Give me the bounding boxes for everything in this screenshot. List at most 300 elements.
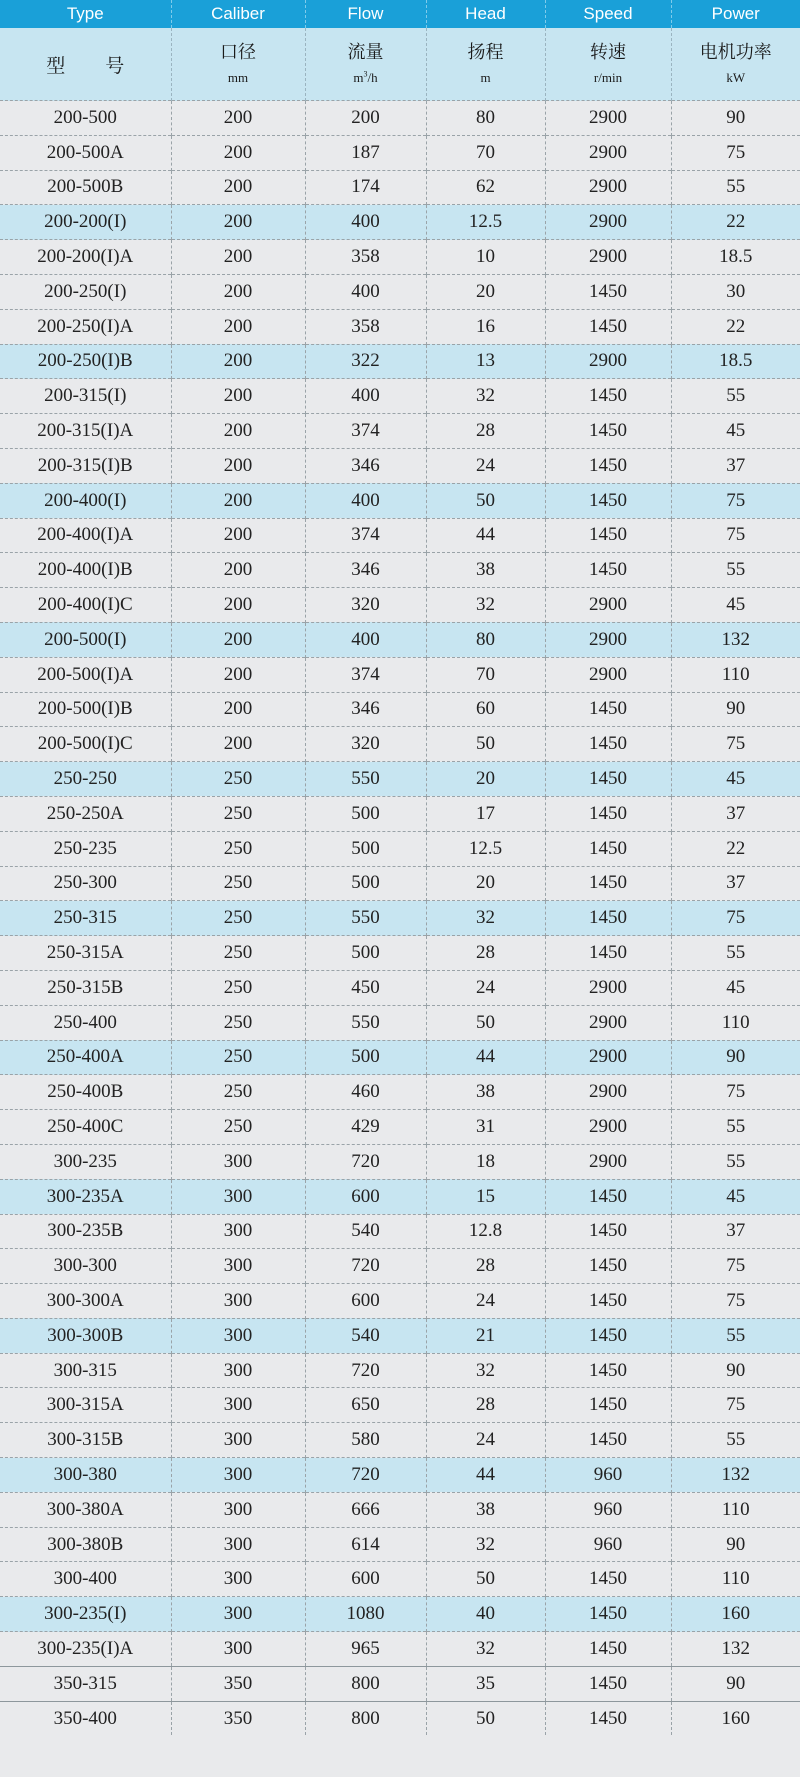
table-row bbox=[0, 1562, 800, 1597]
cell-type: 300-300 bbox=[0, 1249, 171, 1284]
cell-head: 31 bbox=[426, 1110, 545, 1145]
cell-caliber: 300 bbox=[171, 1388, 305, 1423]
table-row bbox=[0, 309, 800, 344]
cell-type: 250-250 bbox=[0, 762, 171, 797]
cell-flow: 429 bbox=[305, 1110, 426, 1145]
table-row bbox=[0, 1492, 800, 1527]
cell-head: 50 bbox=[426, 1562, 545, 1597]
table-row bbox=[0, 692, 800, 727]
cell-head: 70 bbox=[426, 135, 545, 170]
cell-power: 110 bbox=[671, 657, 800, 692]
cell-caliber: 250 bbox=[171, 1110, 305, 1145]
cell-speed: 1450 bbox=[545, 762, 671, 797]
cell-flow: 600 bbox=[305, 1284, 426, 1319]
table-row bbox=[0, 414, 800, 449]
cell-speed: 2900 bbox=[545, 170, 671, 205]
table-row bbox=[0, 518, 800, 553]
table-row bbox=[0, 1701, 800, 1735]
cell-caliber: 300 bbox=[171, 1284, 305, 1319]
cell-power: 55 bbox=[671, 170, 800, 205]
table-row bbox=[0, 866, 800, 901]
cell-caliber: 200 bbox=[171, 727, 305, 762]
cell-type: 200-315(I)A bbox=[0, 414, 171, 449]
cell-head: 62 bbox=[426, 170, 545, 205]
cell-speed: 2900 bbox=[545, 1040, 671, 1075]
cell-flow: 322 bbox=[305, 344, 426, 379]
cell-speed: 960 bbox=[545, 1527, 671, 1562]
flow-unit-sup: 3 bbox=[363, 69, 368, 79]
cell-head: 28 bbox=[426, 1388, 545, 1423]
cell-head: 20 bbox=[426, 866, 545, 901]
cell-power: 132 bbox=[671, 1632, 800, 1667]
cell-flow: 320 bbox=[305, 727, 426, 762]
cell-head: 12.5 bbox=[426, 831, 545, 866]
cell-caliber: 300 bbox=[171, 1144, 305, 1179]
cell-power: 45 bbox=[671, 970, 800, 1005]
cell-head: 60 bbox=[426, 692, 545, 727]
cell-speed: 1450 bbox=[545, 274, 671, 309]
cell-caliber: 250 bbox=[171, 866, 305, 901]
cell-speed: 2900 bbox=[545, 622, 671, 657]
header-cn-flow-label: 流量 bbox=[347, 42, 384, 63]
cell-head: 13 bbox=[426, 344, 545, 379]
cell-flow: 550 bbox=[305, 901, 426, 936]
cell-caliber: 200 bbox=[171, 692, 305, 727]
header-cn-speed bbox=[545, 28, 671, 101]
header-speed: Speed bbox=[545, 0, 671, 28]
cell-flow: 400 bbox=[305, 274, 426, 309]
cell-power: 75 bbox=[671, 727, 800, 762]
header-cn-power bbox=[671, 28, 800, 101]
header-cn-flow bbox=[305, 28, 426, 101]
cell-type: 200-250(I)B bbox=[0, 344, 171, 379]
cell-type: 300-300A bbox=[0, 1284, 171, 1319]
cell-flow: 580 bbox=[305, 1423, 426, 1458]
cell-caliber: 300 bbox=[171, 1597, 305, 1632]
table-row bbox=[0, 1388, 800, 1423]
table-row bbox=[0, 1423, 800, 1458]
header-cn-head bbox=[426, 28, 545, 101]
cell-flow: 346 bbox=[305, 553, 426, 588]
cell-speed: 1450 bbox=[545, 1388, 671, 1423]
header-cn-speed-label: 转速 bbox=[590, 42, 626, 63]
cell-power: 75 bbox=[671, 135, 800, 170]
cell-caliber: 200 bbox=[171, 344, 305, 379]
table-row bbox=[0, 1005, 800, 1040]
cell-power: 45 bbox=[671, 414, 800, 449]
header-type: Type bbox=[0, 0, 171, 28]
cell-head: 50 bbox=[426, 727, 545, 762]
cell-type: 200-200(I) bbox=[0, 205, 171, 240]
cell-head: 32 bbox=[426, 1632, 545, 1667]
cell-speed: 1450 bbox=[545, 796, 671, 831]
cell-speed: 1450 bbox=[545, 1249, 671, 1284]
table-row bbox=[0, 762, 800, 797]
cell-power: 55 bbox=[671, 1318, 800, 1353]
cell-power: 45 bbox=[671, 1179, 800, 1214]
cell-caliber: 300 bbox=[171, 1249, 305, 1284]
cell-speed: 1450 bbox=[545, 1284, 671, 1319]
cell-flow: 720 bbox=[305, 1353, 426, 1388]
cell-head: 32 bbox=[426, 1527, 545, 1562]
cell-head: 21 bbox=[426, 1318, 545, 1353]
cell-power: 110 bbox=[671, 1492, 800, 1527]
cell-power: 90 bbox=[671, 1040, 800, 1075]
cell-head: 50 bbox=[426, 1701, 545, 1735]
cell-speed: 1450 bbox=[545, 553, 671, 588]
cell-power: 160 bbox=[671, 1597, 800, 1632]
table-row bbox=[0, 483, 800, 518]
cell-head: 32 bbox=[426, 588, 545, 623]
cell-type: 250-400C bbox=[0, 1110, 171, 1145]
table-row bbox=[0, 901, 800, 936]
header-cn-type bbox=[0, 28, 171, 101]
cell-power: 75 bbox=[671, 1075, 800, 1110]
cell-type: 200-400(I) bbox=[0, 483, 171, 518]
cell-caliber: 200 bbox=[171, 274, 305, 309]
cell-type: 300-300B bbox=[0, 1318, 171, 1353]
table-row bbox=[0, 1144, 800, 1179]
cell-caliber: 300 bbox=[171, 1179, 305, 1214]
cell-type: 200-400(I)B bbox=[0, 553, 171, 588]
cell-flow: 540 bbox=[305, 1214, 426, 1249]
cell-caliber: 200 bbox=[171, 588, 305, 623]
cell-head: 38 bbox=[426, 553, 545, 588]
cell-head: 70 bbox=[426, 657, 545, 692]
cell-power: 90 bbox=[671, 692, 800, 727]
cell-speed: 2900 bbox=[545, 588, 671, 623]
cell-power: 37 bbox=[671, 796, 800, 831]
header-cn-power-unit: kW bbox=[726, 70, 746, 85]
table-row bbox=[0, 1597, 800, 1632]
cell-speed: 2900 bbox=[545, 1110, 671, 1145]
cell-flow: 600 bbox=[305, 1562, 426, 1597]
cell-type: 200-500(I)C bbox=[0, 727, 171, 762]
cell-flow: 174 bbox=[305, 170, 426, 205]
cell-power: 90 bbox=[671, 101, 800, 136]
cell-speed: 1450 bbox=[545, 727, 671, 762]
cell-caliber: 250 bbox=[171, 936, 305, 971]
cell-speed: 2900 bbox=[545, 135, 671, 170]
cell-caliber: 300 bbox=[171, 1527, 305, 1562]
cell-head: 10 bbox=[426, 240, 545, 275]
table-row bbox=[0, 936, 800, 971]
cell-flow: 450 bbox=[305, 970, 426, 1005]
table-row bbox=[0, 1110, 800, 1145]
cell-type: 250-250A bbox=[0, 796, 171, 831]
cell-power: 18.5 bbox=[671, 240, 800, 275]
cell-speed: 1450 bbox=[545, 518, 671, 553]
cell-speed: 1450 bbox=[545, 414, 671, 449]
cell-head: 38 bbox=[426, 1492, 545, 1527]
cell-speed: 1450 bbox=[545, 448, 671, 483]
cell-type: 250-315B bbox=[0, 970, 171, 1005]
table-row bbox=[0, 1179, 800, 1214]
cell-caliber: 200 bbox=[171, 553, 305, 588]
table-row bbox=[0, 1214, 800, 1249]
cell-power: 160 bbox=[671, 1701, 800, 1735]
cell-caliber: 300 bbox=[171, 1632, 305, 1667]
table-row bbox=[0, 379, 800, 414]
cell-speed: 1450 bbox=[545, 483, 671, 518]
table-row bbox=[0, 344, 800, 379]
cell-flow: 500 bbox=[305, 866, 426, 901]
cell-power: 22 bbox=[671, 831, 800, 866]
cell-caliber: 300 bbox=[171, 1353, 305, 1388]
cell-caliber: 250 bbox=[171, 1005, 305, 1040]
cell-speed: 2900 bbox=[545, 344, 671, 379]
cell-caliber: 200 bbox=[171, 414, 305, 449]
table-body bbox=[0, 101, 800, 1736]
cell-type: 300-235 bbox=[0, 1144, 171, 1179]
header-cn-flow-unit bbox=[306, 70, 426, 86]
cell-flow: 400 bbox=[305, 622, 426, 657]
cell-flow: 614 bbox=[305, 1527, 426, 1562]
cell-type: 200-400(I)C bbox=[0, 588, 171, 623]
cell-power: 75 bbox=[671, 518, 800, 553]
cell-power: 90 bbox=[671, 1527, 800, 1562]
cell-power: 30 bbox=[671, 274, 800, 309]
header-cn-head-unit: m bbox=[480, 70, 491, 85]
cell-head: 16 bbox=[426, 309, 545, 344]
cell-flow: 550 bbox=[305, 762, 426, 797]
cell-power: 75 bbox=[671, 1284, 800, 1319]
cell-caliber: 200 bbox=[171, 448, 305, 483]
cell-speed: 2900 bbox=[545, 205, 671, 240]
cell-speed: 960 bbox=[545, 1458, 671, 1493]
cell-caliber: 200 bbox=[171, 379, 305, 414]
cell-type: 300-235B bbox=[0, 1214, 171, 1249]
table-row bbox=[0, 170, 800, 205]
cell-speed: 1450 bbox=[545, 1318, 671, 1353]
cell-speed: 1450 bbox=[545, 831, 671, 866]
table-row bbox=[0, 588, 800, 623]
cell-type: 200-250(I)A bbox=[0, 309, 171, 344]
cell-power: 37 bbox=[671, 448, 800, 483]
cell-head: 40 bbox=[426, 1597, 545, 1632]
header-row-english bbox=[0, 0, 800, 28]
cell-type: 300-380A bbox=[0, 1492, 171, 1527]
cell-type: 300-315 bbox=[0, 1353, 171, 1388]
cell-type: 200-500B bbox=[0, 170, 171, 205]
table-row bbox=[0, 1040, 800, 1075]
cell-flow: 800 bbox=[305, 1666, 426, 1701]
table-row bbox=[0, 1666, 800, 1701]
cell-speed: 2900 bbox=[545, 1005, 671, 1040]
cell-head: 80 bbox=[426, 622, 545, 657]
cell-head: 38 bbox=[426, 1075, 545, 1110]
cell-caliber: 250 bbox=[171, 1040, 305, 1075]
cell-power: 22 bbox=[671, 205, 800, 240]
cell-flow: 965 bbox=[305, 1632, 426, 1667]
cell-head: 50 bbox=[426, 1005, 545, 1040]
cell-caliber: 200 bbox=[171, 101, 305, 136]
cell-type: 300-235(I) bbox=[0, 1597, 171, 1632]
cell-speed: 2900 bbox=[545, 240, 671, 275]
cell-flow: 374 bbox=[305, 657, 426, 692]
cell-speed: 1450 bbox=[545, 1423, 671, 1458]
cell-power: 75 bbox=[671, 483, 800, 518]
cell-power: 75 bbox=[671, 1388, 800, 1423]
cell-type: 200-500(I) bbox=[0, 622, 171, 657]
table-row bbox=[0, 1458, 800, 1493]
cell-flow: 374 bbox=[305, 414, 426, 449]
cell-head: 24 bbox=[426, 1423, 545, 1458]
table-row bbox=[0, 796, 800, 831]
cell-speed: 1450 bbox=[545, 901, 671, 936]
cell-caliber: 300 bbox=[171, 1423, 305, 1458]
cell-head: 35 bbox=[426, 1666, 545, 1701]
cell-speed: 1450 bbox=[545, 1701, 671, 1735]
cell-caliber: 200 bbox=[171, 622, 305, 657]
cell-speed: 1450 bbox=[545, 1666, 671, 1701]
table-row bbox=[0, 448, 800, 483]
header-cn-caliber bbox=[171, 28, 305, 101]
cell-flow: 400 bbox=[305, 205, 426, 240]
cell-flow: 500 bbox=[305, 796, 426, 831]
cell-type: 250-315A bbox=[0, 936, 171, 971]
cell-power: 37 bbox=[671, 866, 800, 901]
header-cn-caliber-unit: mm bbox=[227, 70, 249, 85]
cell-power: 75 bbox=[671, 901, 800, 936]
cell-head: 32 bbox=[426, 901, 545, 936]
cell-flow: 500 bbox=[305, 831, 426, 866]
cell-power: 55 bbox=[671, 1144, 800, 1179]
cell-caliber: 200 bbox=[171, 205, 305, 240]
cell-flow: 460 bbox=[305, 1075, 426, 1110]
header-head: Head bbox=[426, 0, 545, 28]
cell-head: 24 bbox=[426, 448, 545, 483]
cell-caliber: 250 bbox=[171, 970, 305, 1005]
header-cn-caliber-label: 口径 bbox=[220, 42, 256, 63]
cell-power: 55 bbox=[671, 379, 800, 414]
table-row bbox=[0, 1318, 800, 1353]
cell-head: 24 bbox=[426, 1284, 545, 1319]
cell-speed: 1450 bbox=[545, 1562, 671, 1597]
header-cn-speed-unit: r/min bbox=[593, 70, 623, 85]
cell-flow: 374 bbox=[305, 518, 426, 553]
cell-caliber: 300 bbox=[171, 1318, 305, 1353]
cell-caliber: 200 bbox=[171, 240, 305, 275]
cell-type: 300-235(I)A bbox=[0, 1632, 171, 1667]
table-row bbox=[0, 1353, 800, 1388]
cell-flow: 540 bbox=[305, 1318, 426, 1353]
cell-speed: 1450 bbox=[545, 379, 671, 414]
cell-speed: 1450 bbox=[545, 1179, 671, 1214]
cell-caliber: 200 bbox=[171, 518, 305, 553]
header-cn-type-label: 型号 bbox=[46, 54, 165, 77]
cell-type: 200-400(I)A bbox=[0, 518, 171, 553]
cell-type: 250-235 bbox=[0, 831, 171, 866]
header-flow: Flow bbox=[305, 0, 426, 28]
cell-type: 300-315B bbox=[0, 1423, 171, 1458]
cell-caliber: 200 bbox=[171, 657, 305, 692]
cell-caliber: 250 bbox=[171, 762, 305, 797]
table-row bbox=[0, 101, 800, 136]
cell-head: 50 bbox=[426, 483, 545, 518]
cell-power: 110 bbox=[671, 1562, 800, 1597]
flow-unit-rest: /h bbox=[367, 70, 378, 85]
cell-type: 200-500 bbox=[0, 101, 171, 136]
cell-power: 37 bbox=[671, 1214, 800, 1249]
cell-caliber: 200 bbox=[171, 309, 305, 344]
cell-type: 200-200(I)A bbox=[0, 240, 171, 275]
cell-speed: 2900 bbox=[545, 970, 671, 1005]
cell-type: 250-400B bbox=[0, 1075, 171, 1110]
table-row bbox=[0, 622, 800, 657]
cell-type: 350-400 bbox=[0, 1701, 171, 1735]
cell-power: 55 bbox=[671, 1110, 800, 1145]
cell-flow: 346 bbox=[305, 692, 426, 727]
cell-power: 55 bbox=[671, 553, 800, 588]
cell-caliber: 350 bbox=[171, 1666, 305, 1701]
cell-caliber: 300 bbox=[171, 1214, 305, 1249]
cell-head: 15 bbox=[426, 1179, 545, 1214]
cell-head: 32 bbox=[426, 1353, 545, 1388]
cell-flow: 720 bbox=[305, 1458, 426, 1493]
header-cn-head-label: 扬程 bbox=[467, 42, 504, 63]
cell-type: 350-315 bbox=[0, 1666, 171, 1701]
cell-caliber: 250 bbox=[171, 901, 305, 936]
cell-flow: 600 bbox=[305, 1179, 426, 1214]
cell-speed: 1450 bbox=[545, 1632, 671, 1667]
cell-caliber: 300 bbox=[171, 1562, 305, 1597]
cell-flow: 650 bbox=[305, 1388, 426, 1423]
cell-head: 17 bbox=[426, 796, 545, 831]
cell-flow: 550 bbox=[305, 1005, 426, 1040]
header-row-chinese bbox=[0, 28, 800, 101]
cell-head: 32 bbox=[426, 379, 545, 414]
cell-flow: 800 bbox=[305, 1701, 426, 1735]
cell-caliber: 250 bbox=[171, 831, 305, 866]
table-row bbox=[0, 135, 800, 170]
cell-power: 132 bbox=[671, 1458, 800, 1493]
cell-speed: 1450 bbox=[545, 1353, 671, 1388]
cell-flow: 720 bbox=[305, 1249, 426, 1284]
cell-head: 44 bbox=[426, 1458, 545, 1493]
table-row bbox=[0, 205, 800, 240]
cell-head: 44 bbox=[426, 518, 545, 553]
header-caliber: Caliber bbox=[171, 0, 305, 28]
cell-type: 250-400 bbox=[0, 1005, 171, 1040]
cell-flow: 200 bbox=[305, 101, 426, 136]
cell-type: 250-300 bbox=[0, 866, 171, 901]
cell-head: 12.5 bbox=[426, 205, 545, 240]
cell-speed: 960 bbox=[545, 1492, 671, 1527]
table-row bbox=[0, 1249, 800, 1284]
table-row bbox=[0, 1527, 800, 1562]
cell-head: 18 bbox=[426, 1144, 545, 1179]
flow-unit-base: m bbox=[353, 70, 364, 85]
table-row bbox=[0, 240, 800, 275]
cell-type: 200-315(I)B bbox=[0, 448, 171, 483]
cell-type: 200-500(I)B bbox=[0, 692, 171, 727]
cell-caliber: 200 bbox=[171, 170, 305, 205]
table-row bbox=[0, 1075, 800, 1110]
cell-caliber: 300 bbox=[171, 1458, 305, 1493]
cell-flow: 358 bbox=[305, 240, 426, 275]
header-power: Power bbox=[671, 0, 800, 28]
cell-caliber: 200 bbox=[171, 135, 305, 170]
cell-type: 300-235A bbox=[0, 1179, 171, 1214]
cell-flow: 500 bbox=[305, 1040, 426, 1075]
cell-flow: 400 bbox=[305, 483, 426, 518]
cell-head: 44 bbox=[426, 1040, 545, 1075]
cell-type: 300-315A bbox=[0, 1388, 171, 1423]
cell-power: 75 bbox=[671, 1249, 800, 1284]
cell-power: 132 bbox=[671, 622, 800, 657]
cell-caliber: 250 bbox=[171, 1075, 305, 1110]
